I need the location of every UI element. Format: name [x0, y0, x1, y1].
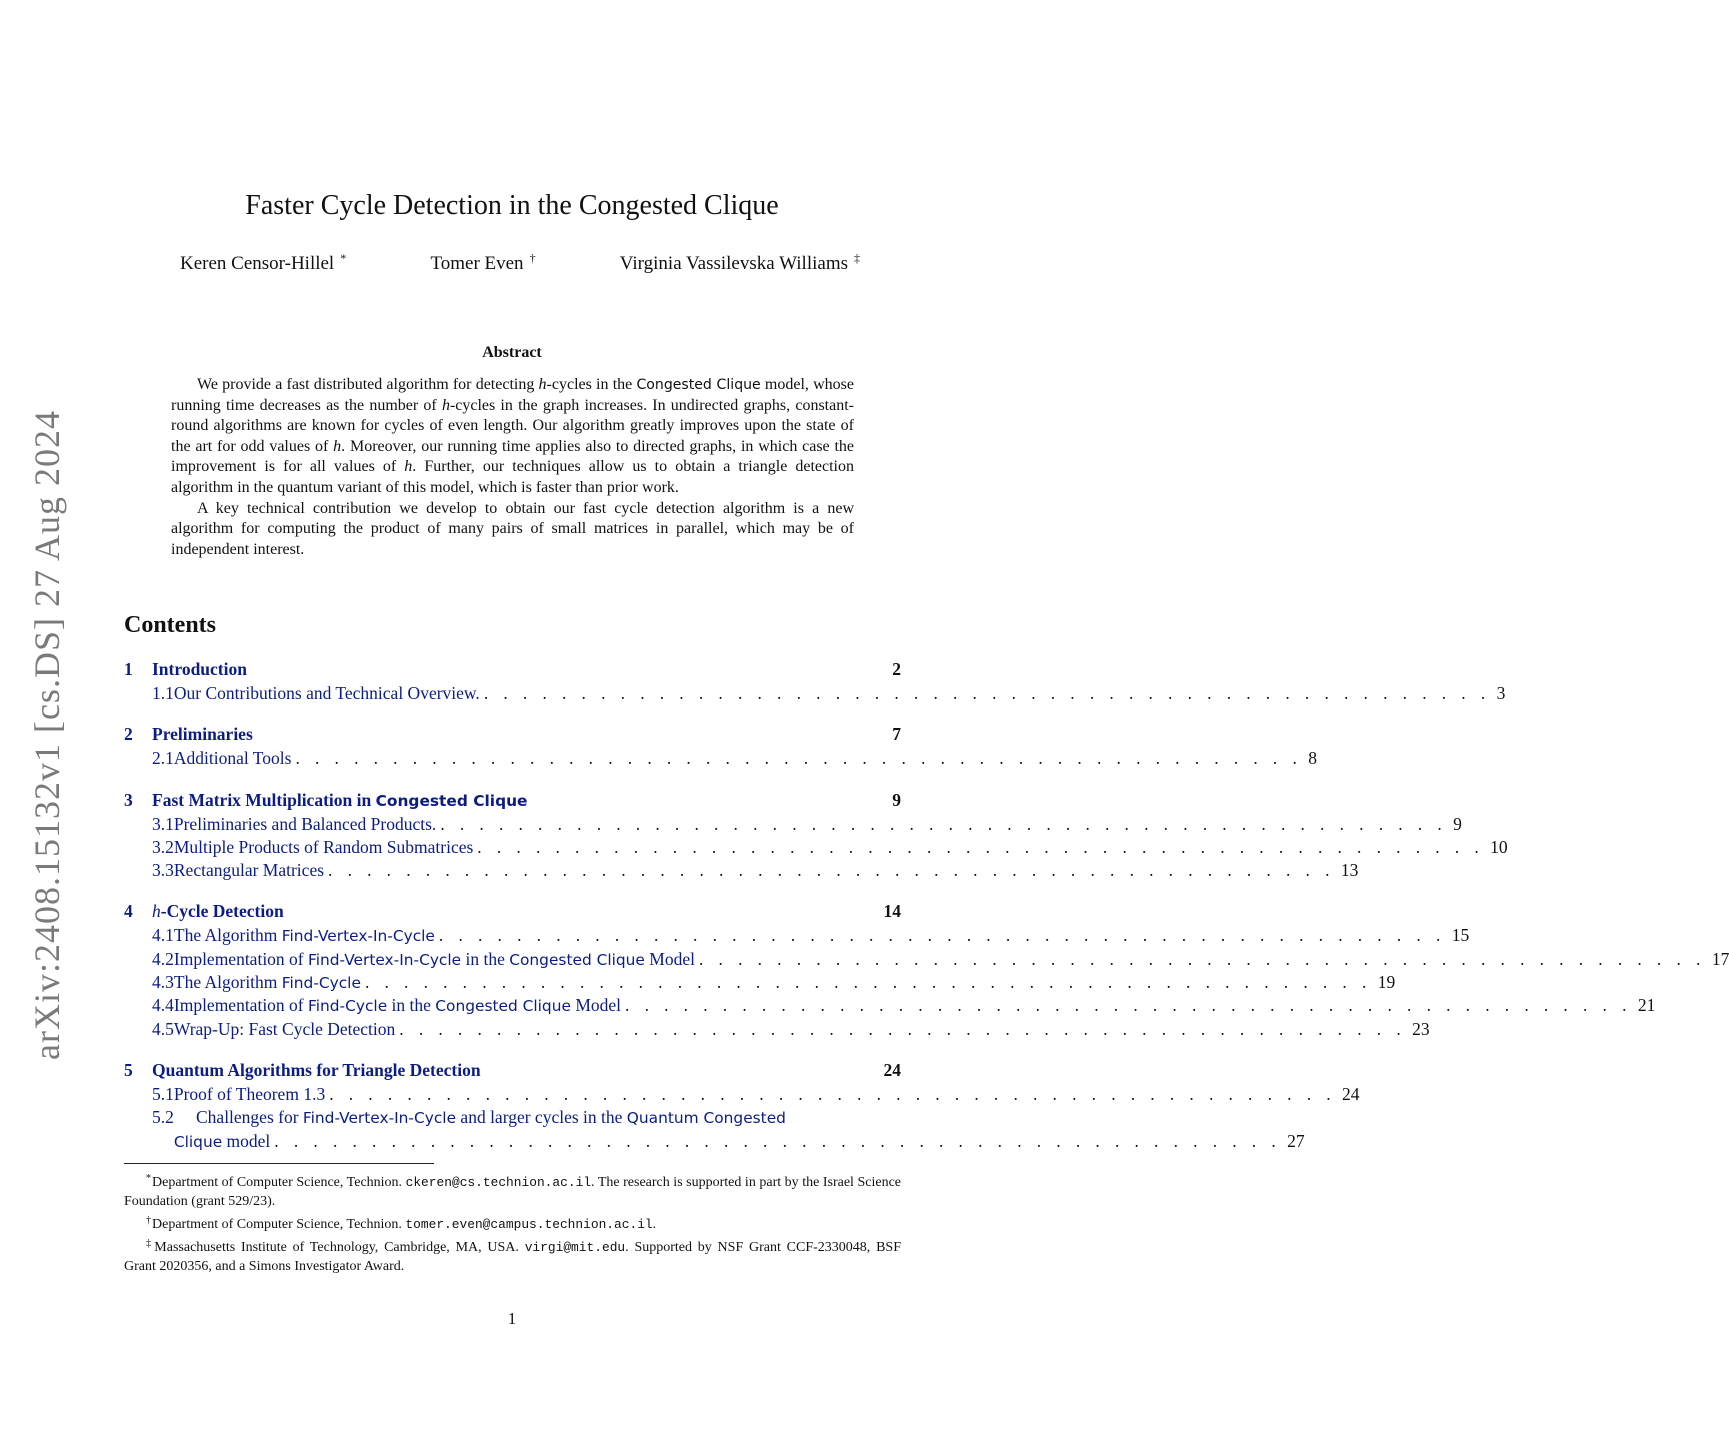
table-of-contents: [124, 659, 1729, 1154]
toc-section-fast-matrix-multiplication[interactable]: 3 Fast Matrix Multiplication in Congested Clique 9: [124, 789, 901, 810]
toc-section-introduction[interactable]: 1 Introduction 2: [124, 659, 901, 679]
author-name: Keren Censor-Hillel: [180, 253, 335, 274]
toc-subsection[interactable]: 4.2 Implementation of Find-Vertex-In-Cycle in the Congested Clique Model . . . . . . . . . . . . . . . . . . . . . . . . . . . . . . . . . . . . . . . . . . . . . . . . . . . . 17: [152, 948, 1729, 969]
author-list: [180, 251, 860, 275]
author-name: Tomer Even: [430, 253, 524, 274]
toc-subsection[interactable]: 3.2 Multiple Products of Random Submatrices . . . . . . . . . . . . . . . . . . . . . . . . . . . . . . . . . . . . . . . . . . . . . . . . . . . . 10: [152, 836, 1508, 857]
toc-subsection[interactable]: 4.1 The Algorithm Find-Vertex-In-Cycle . . . . . . . . . . . . . . . . . . . . . . . . . . . . . . . . . . . . . . . . . . . . . . . . . . . . 15: [152, 925, 1470, 946]
abstract-paragraph: A key technical contribution we develop to obtain our fast cycle detection algorithm is a new algorithm for computing the product of many pairs of small matrices in parallel, which may be of independent interest.: [171, 499, 854, 558]
email-link[interactable]: virgi@mit.edu: [524, 1240, 626, 1255]
email-link[interactable]: ckeren@cs.technion.ac.il: [405, 1175, 592, 1190]
paper-title: Faster Cycle Detection in the Congested Clique: [245, 190, 779, 221]
toc-subsection[interactable]: 4.3 The Algorithm Find-Cycle . . . . . . . . . . . . . . . . . . . . . . . . . . . . . . . . . . . . . . . . . . . . . . . . . . . . 19: [152, 972, 1396, 993]
toc-subsection[interactable]: 4.4 Implementation of Find-Cycle in the Congested Clique Model . . . . . . . . . . . . . . . . . . . . . . . . . . . . . . . . . . . . . . . . . . . . . . . . . . . . 21: [152, 995, 1656, 1016]
toc-section-quantum-algorithms[interactable]: 5 Quantum Algorithms for Triangle Detection 24: [124, 1059, 901, 1080]
toc-subsection[interactable]: 3.3 Rectangular Matrices . . . . . . . . . . . . . . . . . . . . . . . . . . . . . . . . . . . . . . . . . . . . . . . . . . . . 13: [152, 860, 1359, 881]
toc-subsection[interactable]: 1.1 Our Contributions and Technical Overview. . . . . . . . . . . . . . . . . . . . . . . . . . . . . . . . . . . . . . . . . . . . . . . . . . . . . 3: [152, 683, 1506, 703]
arxiv-identifier: arXiv:2408.15132v1 [cs.DS] 27 Aug 2024: [27, 410, 67, 1060]
footnote-mark: †: [529, 251, 536, 265]
toc-subsection[interactable]: 4.5 Wrap-Up: Fast Cycle Detection . . . . . . . . . . . . . . . . . . . . . . . . . . . . . . . . . . . . . . . . . . . . . . . . . . . . 23: [152, 1018, 1430, 1039]
footnote-mark: *: [340, 251, 347, 265]
toc-section-preliminaries[interactable]: 2 Preliminaries 7: [124, 724, 901, 745]
author-name: Virginia Vassilevska Williams: [619, 253, 848, 274]
email-link[interactable]: tomer.even@campus.technion.ac.il: [405, 1217, 653, 1232]
toc-section-cycle-detection[interactable]: 4 h-Cycle Detection 14: [124, 901, 901, 922]
toc-subsection[interactable]: 2.1 Additional Tools . . . . . . . . . . . . . . . . . . . . . . . . . . . . . . . . . . . . . . . . . . . . . . . . . . . . 8: [152, 748, 1318, 769]
toc-subsection-continued[interactable]: Clique model . . . . . . . . . . . . . . . . . . . . . . . . . . . . . . . . . . . . . . . . . . . . . . . . . . . . 27: [173, 1130, 1305, 1151]
abstract-heading: Abstract: [482, 344, 542, 361]
contents-heading: Contents: [124, 612, 217, 638]
footnote: ‡Massachusetts Institute of Technology, Cambridge, MA, USA. virgi@mit.edu. Supported by NSF Grant CCF-2330048, BSF Grant 2020356, and a Simons Investigator Award.: [124, 1238, 901, 1274]
toc-subsection[interactable]: 3.1 Preliminaries and Balanced Products. . . . . . . . . . . . . . . . . . . . . . . . . . . . . . . . . . . . . . . . . . . . . . . . . . . . . 9: [152, 813, 1462, 834]
footnote-rule: [124, 1163, 434, 1164]
toc-subsection[interactable]: 5.1 Proof of Theorem 1.3 . . . . . . . . . . . . . . . . . . . . . . . . . . . . . . . . . . . . . . . . . . . . . . . . . . . . 24: [152, 1083, 1360, 1104]
author: [620, 251, 860, 275]
footnotes: [124, 1169, 901, 1276]
footnote: †Department of Computer Science, Technion. tomer.even@campus.technion.ac.il.: [146, 1215, 657, 1232]
abstract-paragraph: We provide a fast distributed algorithm for detecting h-cycles in the Congested Clique model, whose running time decreases as the number of h-cycles in the graph increases. In undirected graphs, constant-round algorithms are known for cycles of even length. Our algorithm greatly improves upon the state of the art for odd values of h. Moreover, our running time applies also to directed graphs, in which case the improvement is for all values of h. Further, our techniques allow us to obtain a triangle detection algorithm in the quantum variant of this model, which is faster than prior work.: [171, 376, 855, 496]
footnote: *Department of Computer Science, Technion. ckeren@cs.technion.ac.il. The research is supported in part by the Israel Science Foundation (grant 529/23).: [124, 1173, 901, 1209]
footnote-mark: ‡: [854, 251, 860, 265]
author: [180, 251, 346, 275]
author: [430, 251, 535, 275]
toc-subsection[interactable]: 5.2 Challenges for Find-Vertex-In-Cycle and larger cycles in the Quantum Congested: [152, 1107, 786, 1128]
abstract-body: [171, 375, 854, 560]
page-number: 1: [507, 1309, 517, 1328]
